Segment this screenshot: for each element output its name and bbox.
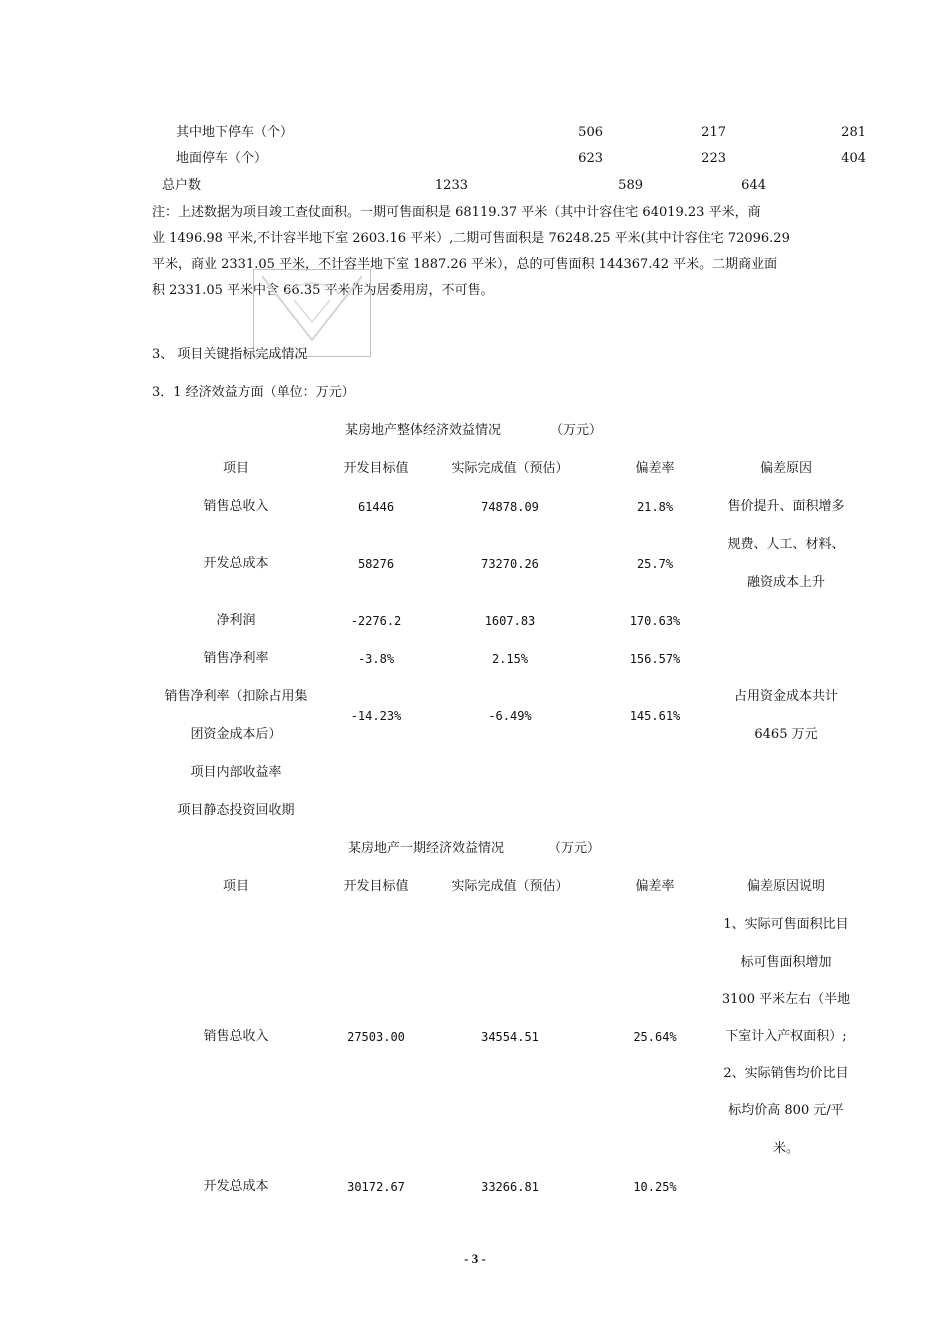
table1-row-target: -14.23% [350,709,402,723]
table1-unit: （万元） [550,423,603,438]
table1-header-actual: 实际完成值（预估） [451,461,569,476]
table2-row-target: 27503.00 [347,1030,405,1044]
table1-reason-line: 融资成本上升 [746,575,825,590]
table2-reason-line: 1、实际可售面积比目 [723,917,849,932]
table1-row-target: -3.8% [357,652,395,666]
table1-row-actual: 2.15% [491,652,529,666]
table1-row-rate: 145.61% [629,709,681,723]
table1-reason-line: 占用资金成本共计 [733,689,838,704]
table2-header-rate: 偏差率 [635,879,675,894]
table2-reason-line: 标均价高 800 元/平 [728,1103,844,1118]
table2-header-reason: 偏差原因说明 [746,879,825,894]
table2-header-item: 项目 [222,879,249,894]
ground-parking-label: 地面停车（个） [176,151,268,166]
section-3-1-heading: 3．1 经济效益方面（单位：万元） [152,385,355,400]
table2-row-item: 开发总成本 [203,1179,269,1194]
table2-row-target: 30172.67 [347,1180,405,1194]
table1-row-target: 61446 [357,500,395,514]
underground-parking-label: 其中地下停车（个） [176,125,294,140]
table1-row-item: 销售净利率（扣除占用集 [164,689,308,704]
table2-row-rate: 25.64% [633,1030,677,1044]
table2-row-rate: 10.25% [633,1180,677,1194]
table1-reason-line: 售价提升、面积增多 [727,499,845,514]
table1-row-item: 净利润 [216,613,256,628]
table1-reason-line: 规费、人工、材料、 [727,537,845,552]
table1-header-reason: 偏差原因 [759,461,812,476]
table2-row-actual: 33266.81 [481,1180,539,1194]
table1-row-rate: 25.7% [636,557,674,571]
table2-reason-line: 标可售面积增加 [740,955,832,970]
note-line: 注：上述数据为项目竣工查仗面积。一期可售面积是 68119.37 平米（其中计容住宅 64019.23 平米，商 [152,205,761,220]
table1-row-item: 项目静态投资回收期 [177,803,295,818]
table2-unit: （万元） [548,841,601,856]
table1-row-rate: 156.57% [629,652,681,666]
table2-row-actual: 34554.51 [481,1030,539,1044]
underground-parking-total: 506 [578,125,603,140]
section-3-heading: 3、 项目关键指标完成情况 [152,347,308,362]
table1-header-rate: 偏差率 [635,461,675,476]
table2-reason-line: 米。 [772,1141,799,1156]
area-note [152,200,812,304]
watermark-logo-icon [254,270,370,356]
table1-row-item: 销售总收入 [203,499,269,514]
underground-parking-phase2: 281 [841,125,866,140]
table1-row-item: 团资金成本后） [190,727,282,742]
table2-header-target: 开发目标值 [343,879,409,894]
note-line: 平米，商业 2331.05 平米，不计容半地下室 1887.26 平米），总的可售面积 144367.42 平米。二期商业面 [152,257,778,272]
households-total: 1233 [434,178,468,193]
table1-row-target: -2276.2 [350,614,402,628]
table2-reason-line: 2、实际销售均价比目 [723,1066,849,1081]
table1-row-rate: 21.8% [636,500,674,514]
table1-row-item: 销售净利率 [203,651,269,666]
table2-header-actual: 实际完成值（预估） [451,879,569,894]
table1-row-actual: -6.49% [488,709,532,723]
table1-row-rate: 170.63% [629,614,681,628]
page-number: - 3 - [464,1251,486,1266]
table1-header-item: 项目 [222,461,249,476]
note-line: 积 2331.05 平米中含 66.35 平米作为居委用房，不可售。 [152,283,494,298]
ground-parking-total: 623 [578,151,603,166]
table1-row-actual: 73270.26 [481,557,539,571]
table1-row-target: 58276 [357,557,395,571]
households-phase2: 644 [741,178,766,193]
table1-title: 某房地产整体经济效益情况 [345,423,502,438]
note-line: 业 1496.98 平米,不计容半地下室 2603.16 平米）,二期可售面积是 76248.25 平米(其中计容住宅 72096.29 [152,231,790,246]
table1-row-actual: 1607.83 [484,614,536,628]
watermark-stamp [253,269,371,357]
table1-reason-line: 6465 万元 [754,727,818,742]
table1-row-actual: 74878.09 [481,500,539,514]
table2-reason-line: 下室计入产权面积）; [725,1029,847,1044]
ground-parking-phase2: 404 [841,151,866,166]
table2-title: 某房地产一期经济效益情况 [348,841,505,856]
ground-parking-phase1: 223 [701,151,726,166]
households-phase1: 589 [618,178,643,193]
table2-row-item: 销售总收入 [203,1029,269,1044]
households-label: 总户数 [162,178,202,193]
table2-reason-line: 3100 平米左右（半地 [721,992,851,1007]
table1-row-item: 项目内部收益率 [190,765,282,780]
table1-row-item: 开发总成本 [203,556,269,571]
underground-parking-phase1: 217 [701,125,726,140]
table1-header-target: 开发目标值 [343,461,409,476]
